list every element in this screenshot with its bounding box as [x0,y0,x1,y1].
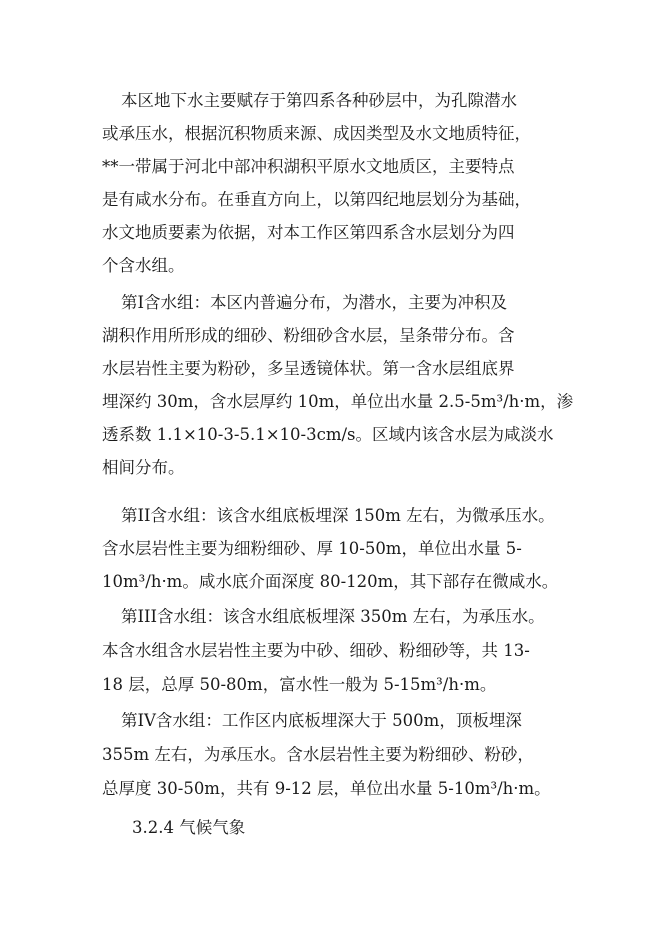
text-line: 透系数 1.1×10-3-5.1×10-3cm/s。区域内该含水层为咸淡水 [102,425,554,444]
text-line: 或承压水，根据沉积物质来源、成因类型及水文地质特征， [102,124,531,143]
text-line: 355m 左右，为承压水。含水层岩性主要为粉细砂、粉砂， [102,745,534,764]
text-line: 埋深约 30m，含水层厚约 10m，单位出水量 2.5-5m³/h·m，渗 [102,392,574,411]
text-line: 18 层，总厚 50-80m，富水性一般为 5-15m³/h·m。 [102,675,497,694]
text-line: **一带属于河北中部冲积湖积平原水文地质区，主要特点 [102,157,515,176]
text-line: 是有咸水分布。在垂直方向上，以第四纪地层划分为基础， [102,190,531,209]
text-line: 本含水组含水层岩性主要为中砂、细砂、粉细砂等，共 13- [102,641,530,660]
text-line: 水文地质要素为依据，对本工作区第四系含水层划分为四 [102,223,515,242]
text-line: 总厚度 30-50m，共有 9-12 层，单位出水量 5-10m³/h·m。 [102,779,551,798]
text-line: 第Ⅰ含水组：本区内普遍分布，为潜水，主要为冲积及 [121,293,508,312]
text-line: 水层岩性主要为粉砂，多呈透镜体状。第一含水层组底界 [102,359,515,378]
text-line: 第III含水组：该含水组底板埋深 350m 左右，为承压水。 [121,607,545,626]
section-heading: 3.2.4 气候气象 [132,818,246,837]
text-line: 湖积作用所形成的细砂、粉细砂含水层，呈条带分布。含 [102,326,515,345]
text-line: 个含水组。 [102,256,185,275]
text-line: 含水层岩性主要为细粉细砂、厚 10-50m，单位出水量 5- [102,539,522,558]
text-line: 第IV含水组：工作区内底板埋深大于 500m，顶板埋深 [121,711,522,730]
text-line: 10m³/h·m。咸水底介面深度 80-120m，其下部存在微咸水。 [102,572,559,591]
text-line: 本区地下水主要赋存于第四系各种砂层中，为孔隙潜水 [121,91,517,110]
text-line: 相间分布。 [102,458,185,477]
text-line: 第II含水组：该含水组底板埋深 150m 左右，为微承压水。 [121,506,555,525]
